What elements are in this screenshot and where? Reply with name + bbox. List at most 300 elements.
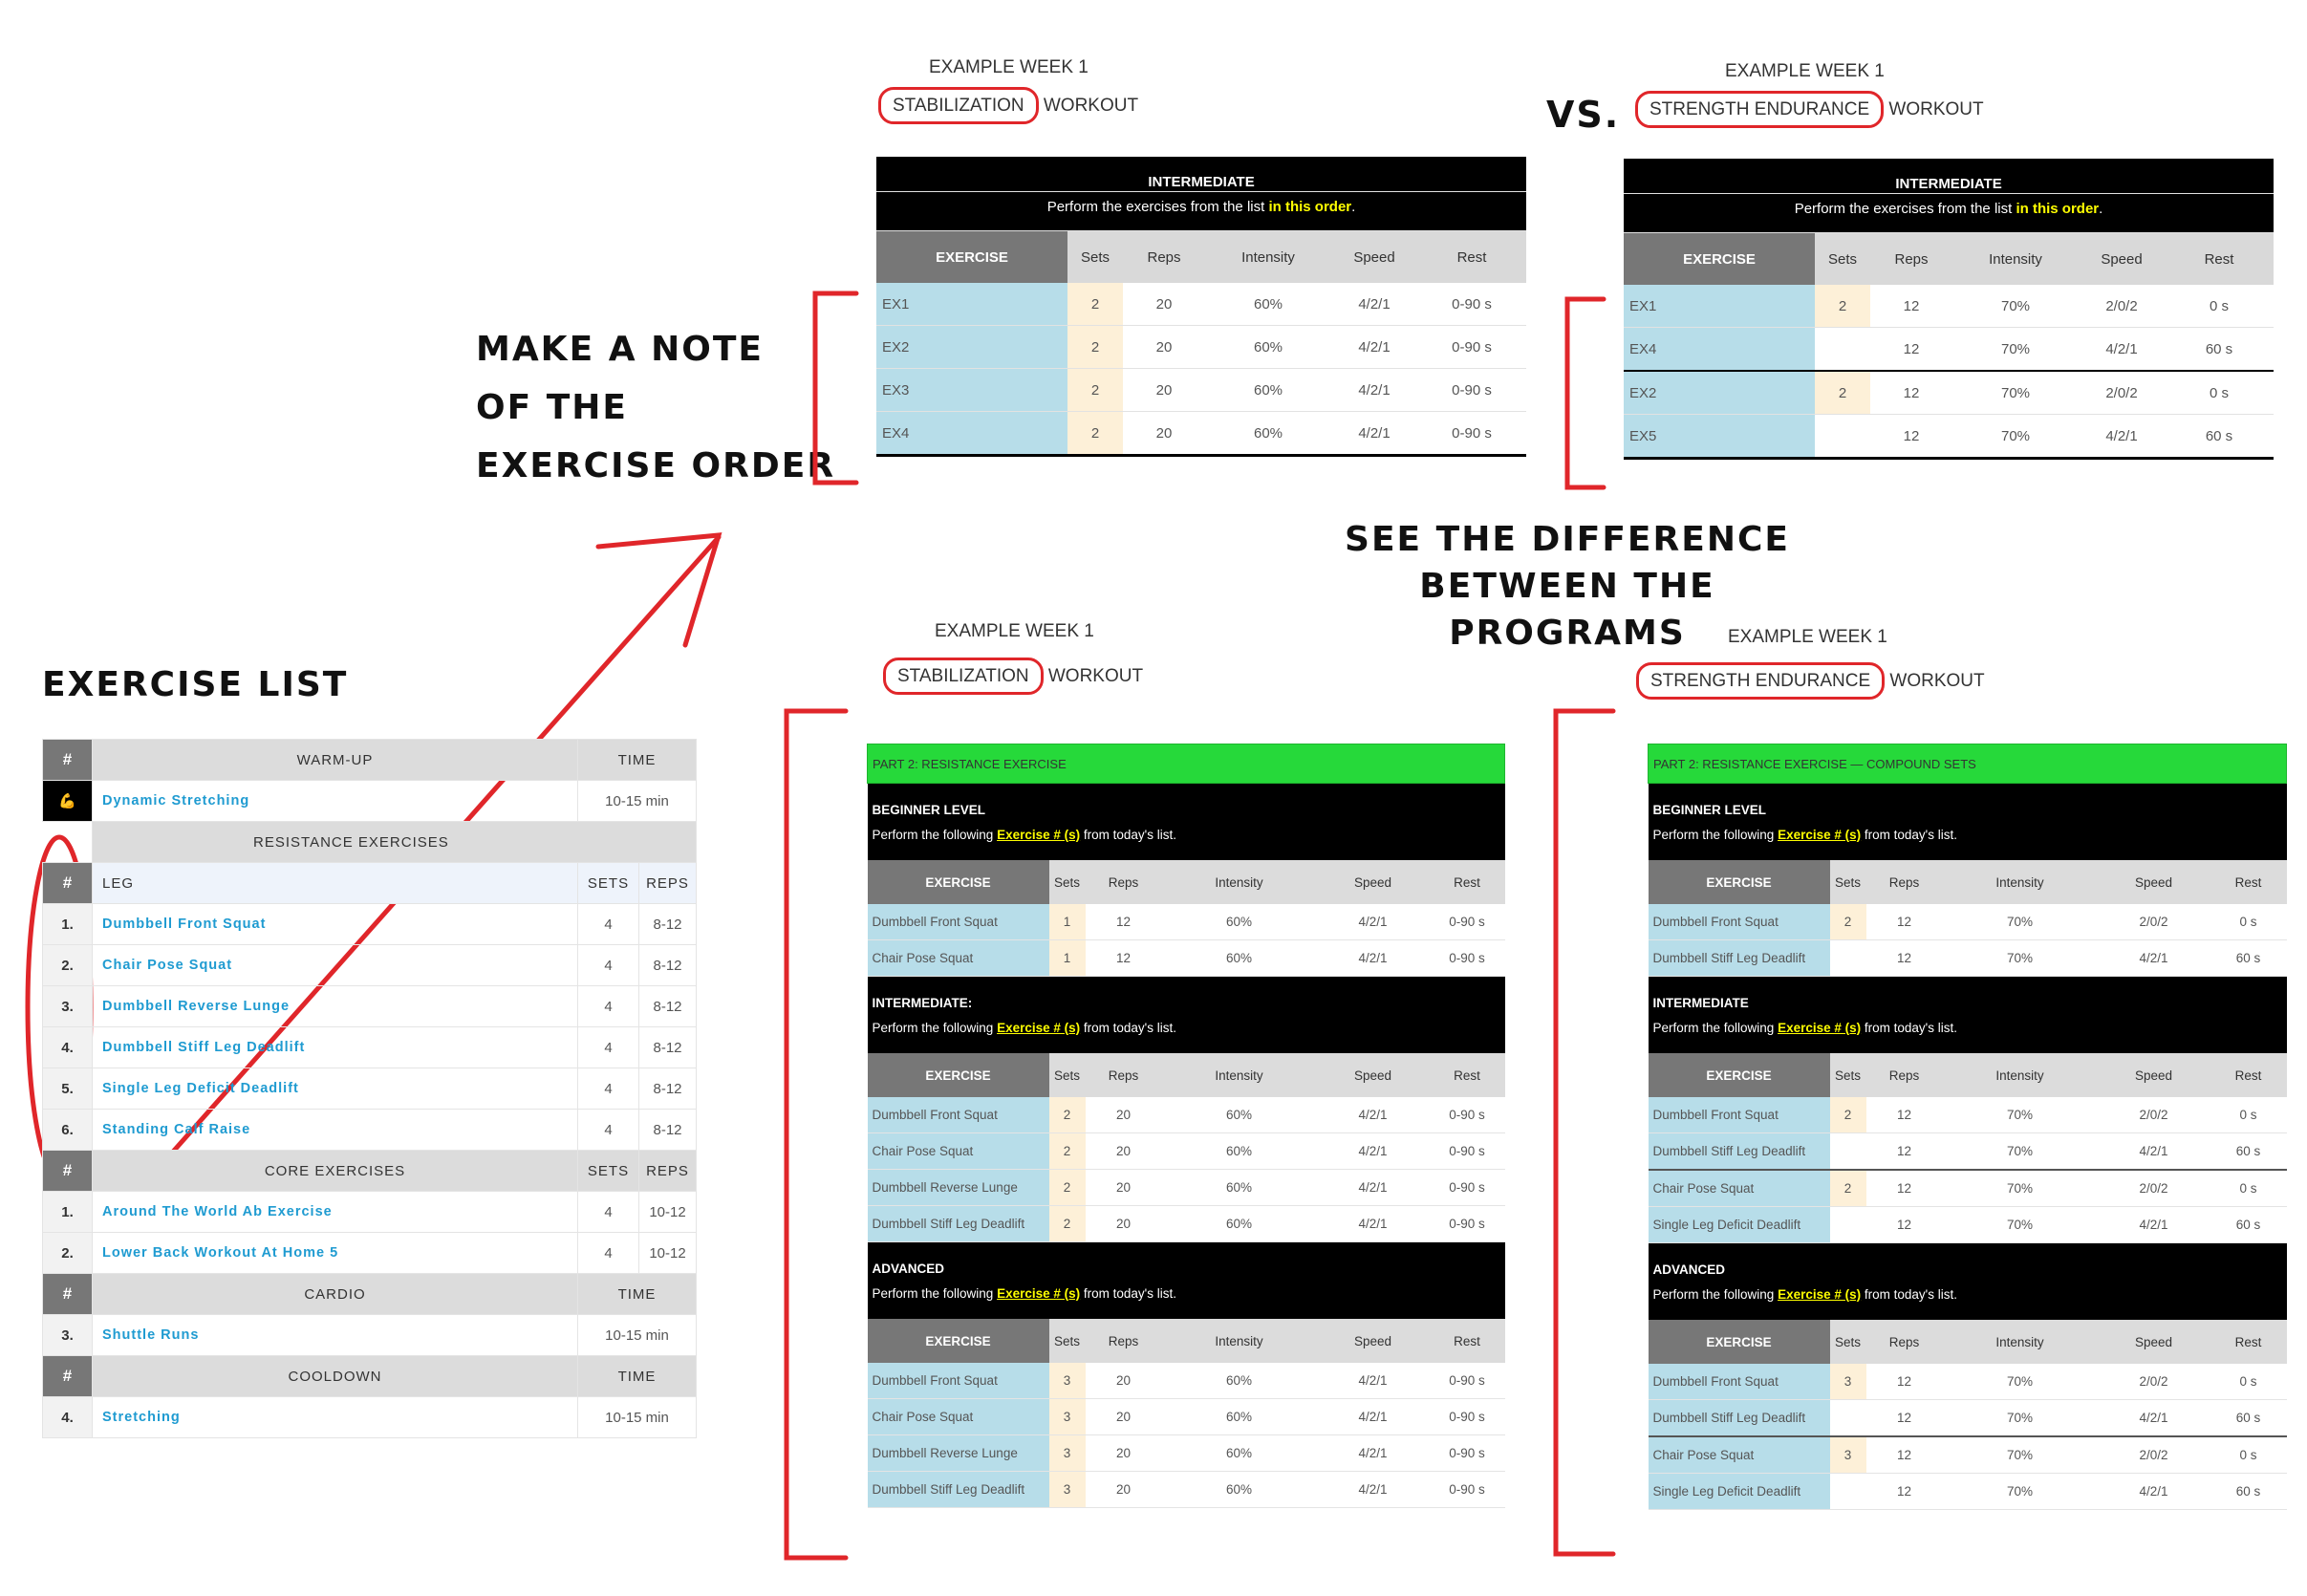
stab-bottom-week-label: EXAMPLE WEEK 1 [935,621,1094,641]
table-row [1649,1364,2287,1400]
sets-value: 4 [578,1027,639,1068]
exercise-cell: Chair Pose Squat [868,940,1049,977]
instr-text: Perform the following [872,1285,998,1301]
col-rest: Rest [1430,1053,1505,1097]
speed-cell: 2/0/2 [2098,1097,2210,1133]
exercise-cell: Dumbbell Stiff Leg Deadlift [1649,1400,1830,1437]
stab-top-week-label: EXAMPLE WEEK 1 [929,57,1089,77]
level-title: INTERMEDIATE [1624,159,2274,194]
intensity-cell: 70% [1943,940,2098,977]
table-row [868,1170,1505,1206]
reps-value: 8-12 [639,1110,697,1151]
reps-cell: 20 [1086,1206,1162,1242]
reps-cell: 20 [1086,1097,1162,1133]
sets-cell: 1 [1049,904,1086,940]
exercise-number-link[interactable]: Exercise # (s) [1778,827,1862,842]
hash-header: # [43,1274,93,1315]
exercise-cell: Dumbbell Stiff Leg Deadlift [1649,1133,1830,1171]
speed-cell: 2/0/2 [2098,1170,2210,1207]
intensity-cell: 70% [1943,1400,2098,1437]
list-item [43,781,697,822]
col-exercise: EXERCISE [1649,1053,1830,1097]
speed-cell: 4/2/1 [1317,1472,1430,1508]
level-instruction [1649,822,2287,860]
cooldown-header: COOLDOWN [93,1356,578,1397]
exercise-cell: Dumbbell Front Squat [1649,1364,1830,1400]
level-instruction [868,822,1505,860]
list-item [43,1068,697,1110]
item-number: 5. [43,1068,93,1110]
exercise-cell: Dumbbell Front Squat [868,904,1049,940]
exercise-link[interactable]: Dumbbell Front Squat [93,904,578,945]
intensity-cell: 70% [1943,1436,2098,1474]
reps-cell: 12 [1866,1133,1943,1171]
speed-cell: 4/2/1 [1317,904,1430,940]
col-reps: Reps [1870,233,1952,286]
exercise-link[interactable]: Standing Calf Raise [93,1110,578,1151]
level-title: ADVANCED [1649,1243,2287,1283]
sets-cell: 2 [1830,904,1866,940]
rest-cell: 0 s [2210,1097,2287,1133]
cardio-time: 10-15 min [578,1315,697,1356]
list-item [43,1315,697,1356]
rest-cell: 0-90 s [1430,1170,1505,1206]
col-reps: Reps [1866,1320,1943,1364]
col-sets: Sets [1830,1320,1866,1364]
level-instruction [868,1281,1505,1319]
exercise-cell: Dumbbell Reverse Lunge [868,1435,1049,1472]
sets-header: SETS [578,1151,639,1192]
list-item [43,945,697,986]
sets-value: 4 [578,1233,639,1274]
reps-cell: 12 [1866,1436,1943,1474]
str-bottom-title [1649,671,1985,692]
str-bottom-circled: STRENGTH ENDURANCE [1636,662,1885,700]
table-row [868,904,1505,940]
col-rest: Rest [1430,860,1505,904]
cardio-header: CARDIO [93,1274,578,1315]
list-item [43,1233,697,1274]
instruction: Perform the exercises from the list in this order. [876,192,1526,231]
hash-header: # [43,1356,93,1397]
table-row [1649,1207,2287,1243]
stab-bottom-table [867,744,1505,1508]
reps-cell: 20 [1086,1435,1162,1472]
col-intensity: Intensity [1943,1320,2098,1364]
item-number: 1. [43,904,93,945]
level-title: BEGINNER LEVEL [1649,784,2287,823]
speed-cell: 4/2/1 [1317,1133,1430,1170]
intensity-cell: 70% [1943,1364,2098,1400]
exercise-number-link[interactable]: Exercise # (s) [997,827,1081,842]
col-intensity: Intensity [1162,1053,1317,1097]
table-row [1649,1400,2287,1437]
sets-cell: 3 [1049,1472,1086,1508]
sets-cell: 1 [1049,940,1086,977]
exercise-number-link[interactable]: Exercise # (s) [1778,1286,1862,1302]
list-item [43,1027,697,1068]
col-exercise: EXERCISE [868,860,1049,904]
str-top-week-label: EXAMPLE WEEK 1 [1725,61,1885,81]
sets-cell: 2 [1049,1097,1086,1133]
table-row [1649,1097,2287,1133]
level-instruction [1649,1282,2287,1320]
table-row [868,1206,1505,1242]
intensity-cell: 60% [1162,1206,1317,1242]
speed-cell: 4/2/1 [2098,1133,2210,1171]
reps-cell: 12 [1086,904,1162,940]
col-sets: Sets [1067,231,1123,284]
intensity-cell: 70% [1943,1207,2098,1243]
col-exercise: EXERCISE [868,1319,1049,1363]
col-rest: Rest [2165,233,2274,286]
sets-value: 4 [578,904,639,945]
intensity-cell: 70% [1943,904,2098,940]
item-number: 2. [43,945,93,986]
table-row [868,1363,1505,1399]
table-row [1649,1133,2287,1171]
col-exercise: EXERCISE [1649,1320,1830,1364]
col-intensity: Intensity [1162,860,1317,904]
bracket-bottom-right [1556,711,1613,1554]
reps-value: 8-12 [639,904,697,945]
sets-cell: 3 [1830,1436,1866,1474]
col-sets: Sets [1049,1319,1086,1363]
intensity-cell: 60% [1162,1472,1317,1508]
speed-cell: 2/0/2 [2098,904,2210,940]
warmup-link[interactable]: Dynamic Stretching [93,781,578,822]
col-speed: Speed [2098,1053,2210,1097]
rest-cell: 0 s [2210,1436,2287,1474]
col-exercise: EXERCISE [1624,233,1815,286]
table-row [1649,1474,2287,1510]
intensity-cell: 60% [1162,940,1317,977]
exercise-list-table [42,739,697,1438]
sets-header: SETS [578,863,639,904]
col-speed: Speed [1317,860,1430,904]
cooldown-time: 10-15 min [578,1397,697,1438]
speed-cell: 4/2/1 [1317,1399,1430,1435]
col-exercise: EXERCISE [876,231,1067,284]
core-header: CORE EXERCISES [93,1151,578,1192]
leg-header: LEG [93,863,578,904]
sets-cell: 3 [1830,1364,1866,1400]
reps-value: 8-12 [639,1027,697,1068]
intensity-cell: 60% [1162,1097,1317,1133]
exercise-link[interactable]: Single Leg Deficit Deadlift [93,1068,578,1110]
col-reps: Reps [1086,1319,1162,1363]
rest-cell: 0-90 s [1430,1399,1505,1435]
level-title: INTERMEDIATE [1649,977,2287,1016]
instr-text: from today's list. [1080,1285,1176,1301]
table-row: EX4 2 20 60% 4/2/1 0-90 s [876,412,1526,456]
exercise-cell: Dumbbell Stiff Leg Deadlift [868,1472,1049,1508]
reps-cell: 20 [1086,1170,1162,1206]
sets-cell: 3 [1049,1363,1086,1399]
level-title: INTERMEDIATE [876,157,1526,192]
exercise-link[interactable]: Dumbbell Stiff Leg Deadlift [93,1027,578,1068]
col-reps: Reps [1123,231,1205,284]
speed-cell: 4/2/1 [1317,1206,1430,1242]
cooldown-link[interactable]: Stretching [93,1397,578,1438]
stab-bottom-workout: WORKOUT [1043,666,1144,686]
intensity-cell: 70% [1943,1170,2098,1207]
item-number: 6. [43,1110,93,1151]
rest-cell: 0 s [2210,1364,2287,1400]
intensity-cell: 60% [1162,904,1317,940]
time-header: TIME [578,740,697,781]
instr-text: Perform the following [872,1020,998,1035]
exercise-cell: Chair Pose Squat [1649,1170,1830,1207]
exercise-number-link[interactable]: Exercise # (s) [997,1020,1081,1035]
rest-cell: 0-90 s [1430,904,1505,940]
item-number: 1. [43,1192,93,1233]
instr-text: from today's list. [1080,827,1176,842]
difference-line-1: SEE THE DIFFERENCE [1345,520,1790,559]
hash-header: # [43,1151,93,1192]
str-top-circled: STRENGTH ENDURANCE [1635,91,1884,128]
exercise-link[interactable]: Around The World Ab Exercise [93,1192,578,1233]
rest-cell: 0-90 s [1430,940,1505,977]
sets-value: 4 [578,1192,639,1233]
col-speed: Speed [1317,1053,1430,1097]
rest-cell: 0-90 s [1430,1097,1505,1133]
speed-cell: 4/2/1 [1317,1363,1430,1399]
rest-cell: 0-90 s [1430,1435,1505,1472]
table-row [868,1399,1505,1435]
col-speed: Speed [1331,231,1417,284]
reps-header: REPS [639,863,697,904]
sets-cell [1830,1133,1866,1171]
col-exercise: EXERCISE [1649,860,1830,904]
col-reps: Reps [1086,860,1162,904]
level-title: BEGINNER LEVEL [868,784,1505,823]
speed-cell: 4/2/1 [1317,940,1430,977]
reps-header: REPS [639,1151,697,1192]
instruction: Perform the exercises from the list in this order. [1624,194,2274,233]
table-row [868,1435,1505,1472]
reps-cell: 12 [1866,940,1943,977]
reps-value: 10-12 [639,1233,697,1274]
table-row [1649,1170,2287,1207]
exercise-list-title: EXERCISE LIST [42,665,349,704]
sets-value: 4 [578,945,639,986]
sets-cell: 3 [1049,1435,1086,1472]
col-speed: Speed [2098,860,2210,904]
exercise-link[interactable]: Lower Back Workout At Home 5 [93,1233,578,1274]
stab-bottom-circled: STABILIZATION [883,658,1044,695]
speed-cell: 2/0/2 [2098,1436,2210,1474]
reps-cell: 12 [1866,904,1943,940]
arrow-head [598,535,719,645]
exercise-cell: Chair Pose Squat [1649,1436,1830,1474]
speed-cell: 4/2/1 [1317,1170,1430,1206]
level-title: ADVANCED [868,1242,1505,1282]
item-number: 2. [43,1233,93,1274]
sets-cell: 2 [1049,1170,1086,1206]
sets-value: 4 [578,1110,639,1151]
instr-text: from today's list. [1861,827,1957,842]
exercise-cell: Single Leg Deficit Deadlift [1649,1207,1830,1243]
table-row: EX5 12 70% 4/2/1 60 s [1624,415,2274,459]
bracket-bottom-left [787,711,846,1558]
speed-cell: 4/2/1 [2098,1474,2210,1510]
sets-cell: 3 [1049,1399,1086,1435]
speed-cell: 4/2/1 [1317,1435,1430,1472]
hash-header: # [43,740,93,781]
reps-cell: 12 [1866,1170,1943,1207]
intensity-cell: 70% [1943,1097,2098,1133]
exercise-link[interactable]: Chair Pose Squat [93,945,578,986]
speed-cell: 4/2/1 [2098,1207,2210,1243]
col-speed: Speed [2079,233,2165,286]
rest-cell: 60 s [2210,1207,2287,1243]
sets-cell: 2 [1049,1133,1086,1170]
table-row: EX1 2 12 70% 2/0/2 0 s [1624,285,2274,328]
sets-cell: 2 [1830,1170,1866,1207]
intensity-cell: 70% [1943,1133,2098,1171]
time-header: TIME [578,1356,697,1397]
list-item [43,1110,697,1151]
col-rest: Rest [2210,1053,2287,1097]
str-bottom-workout: WORKOUT [1885,671,1985,691]
table-row [868,1097,1505,1133]
warmup-time: 10-15 min [578,781,697,822]
col-intensity: Intensity [1162,1319,1317,1363]
reps-cell: 12 [1866,1400,1943,1437]
sets-cell [1830,1400,1866,1437]
flexed-arm-icon: 💪 [43,781,93,822]
str-bottom-week-label: EXAMPLE WEEK 1 [1728,627,1887,647]
col-sets: Sets [1830,1053,1866,1097]
sets-cell [1830,1474,1866,1510]
table-row: EX3 2 20 60% 4/2/1 0-90 s [876,369,1526,412]
vs-label: VS. [1546,94,1621,136]
table-row: EX2 2 12 70% 2/0/2 0 s [1624,371,2274,415]
level-title: INTERMEDIATE: [868,977,1505,1016]
exercise-link[interactable]: Dumbbell Reverse Lunge [93,986,578,1027]
rest-cell: 60 s [2210,1474,2287,1510]
rest-cell: 60 s [2210,940,2287,977]
bracket-top-right [1567,299,1604,487]
exercise-cell: Dumbbell Reverse Lunge [868,1170,1049,1206]
col-rest: Rest [1417,231,1526,284]
level-instruction [1649,1015,2287,1053]
col-speed: Speed [1317,1319,1430,1363]
table-row: EX4 12 70% 4/2/1 60 s [1624,328,2274,372]
stab-top-circled: STABILIZATION [878,87,1039,124]
warmup-header: WARM-UP [93,740,578,781]
sets-cell: 2 [1830,1097,1866,1133]
reps-cell: 12 [1866,1474,1943,1510]
col-sets: Sets [1049,860,1086,904]
str-top-workout: WORKOUT [1884,99,1984,119]
col-intensity: Intensity [1205,231,1331,284]
reps-cell: 20 [1086,1472,1162,1508]
instr-text: Perform the following [1652,827,1779,842]
exercise-cell: Single Leg Deficit Deadlift [1649,1474,1830,1510]
col-reps: Reps [1866,860,1943,904]
col-sets: Sets [1815,233,1870,286]
col-rest: Rest [1430,1319,1505,1363]
col-rest: Rest [2210,860,2287,904]
instr-text: from today's list. [1861,1020,1957,1035]
reps-cell: 12 [1866,1207,1943,1243]
item-number: 4. [43,1397,93,1438]
note-line-1: MAKE A NOTE [476,330,764,369]
col-reps: Reps [1866,1053,1943,1097]
rest-cell: 0 s [2210,904,2287,940]
item-number: 3. [43,1315,93,1356]
exercise-cell: Chair Pose Squat [868,1399,1049,1435]
list-item [43,986,697,1027]
instr-text: from today's list. [1080,1020,1176,1035]
exercise-cell: Dumbbell Stiff Leg Deadlift [868,1206,1049,1242]
str-top-title [1649,99,1984,120]
col-speed: Speed [2098,1320,2210,1364]
note-line-2: OF THE [476,388,629,427]
item-number: 4. [43,1027,93,1068]
reps-value: 8-12 [639,945,697,986]
time-header: TIME [578,1274,697,1315]
rest-cell: 60 s [2210,1133,2287,1171]
reps-cell: 12 [1866,1364,1943,1400]
rest-cell: 60 s [2210,1400,2287,1437]
reps-value: 8-12 [639,986,697,1027]
table-row [868,1133,1505,1170]
stab-top-workout: WORKOUT [1038,96,1139,116]
exercise-cell: Dumbbell Front Squat [1649,904,1830,940]
col-exercise: EXERCISE [868,1053,1049,1097]
table-row: EX1 2 20 60% 4/2/1 0-90 s [876,283,1526,326]
level-instruction [868,1015,1505,1053]
sets-cell [1830,940,1866,977]
reps-cell: 20 [1086,1133,1162,1170]
reps-value: 8-12 [639,1068,697,1110]
table-row [868,940,1505,977]
col-sets: Sets [1049,1053,1086,1097]
reps-cell: 12 [1866,1097,1943,1133]
speed-cell: 2/0/2 [2098,1364,2210,1400]
exercise-number-link[interactable]: Exercise # (s) [1778,1020,1862,1035]
exercise-cell: Dumbbell Front Squat [1649,1097,1830,1133]
reps-value: 10-12 [639,1192,697,1233]
table-row [1649,1436,2287,1474]
intensity-cell: 60% [1162,1435,1317,1472]
intensity-cell: 60% [1162,1133,1317,1170]
col-intensity: Intensity [1943,860,2098,904]
note-line-3: EXERCISE ORDER [476,446,836,485]
sets-value: 4 [578,1068,639,1110]
list-item [43,904,697,945]
str-top-table [1624,159,2274,460]
col-intensity: Intensity [1952,233,2079,286]
instr-text: Perform the following [872,827,998,842]
col-reps: Reps [1086,1053,1162,1097]
speed-cell: 4/2/1 [2098,1400,2210,1437]
intensity-cell: 70% [1943,1474,2098,1510]
cardio-link[interactable]: Shuttle Runs [93,1315,578,1356]
intensity-cell: 60% [1162,1399,1317,1435]
table-row [868,1472,1505,1508]
rest-cell: 0-90 s [1430,1133,1505,1170]
difference-line-2: BETWEEN THE PROGRAMS [1419,567,1715,653]
exercise-cell: Dumbbell Front Squat [868,1097,1049,1133]
reps-cell: 20 [1086,1363,1162,1399]
note-heading [476,320,835,495]
exercise-number-link[interactable]: Exercise # (s) [997,1285,1081,1301]
resistance-header: RESISTANCE EXERCISES [93,822,697,863]
